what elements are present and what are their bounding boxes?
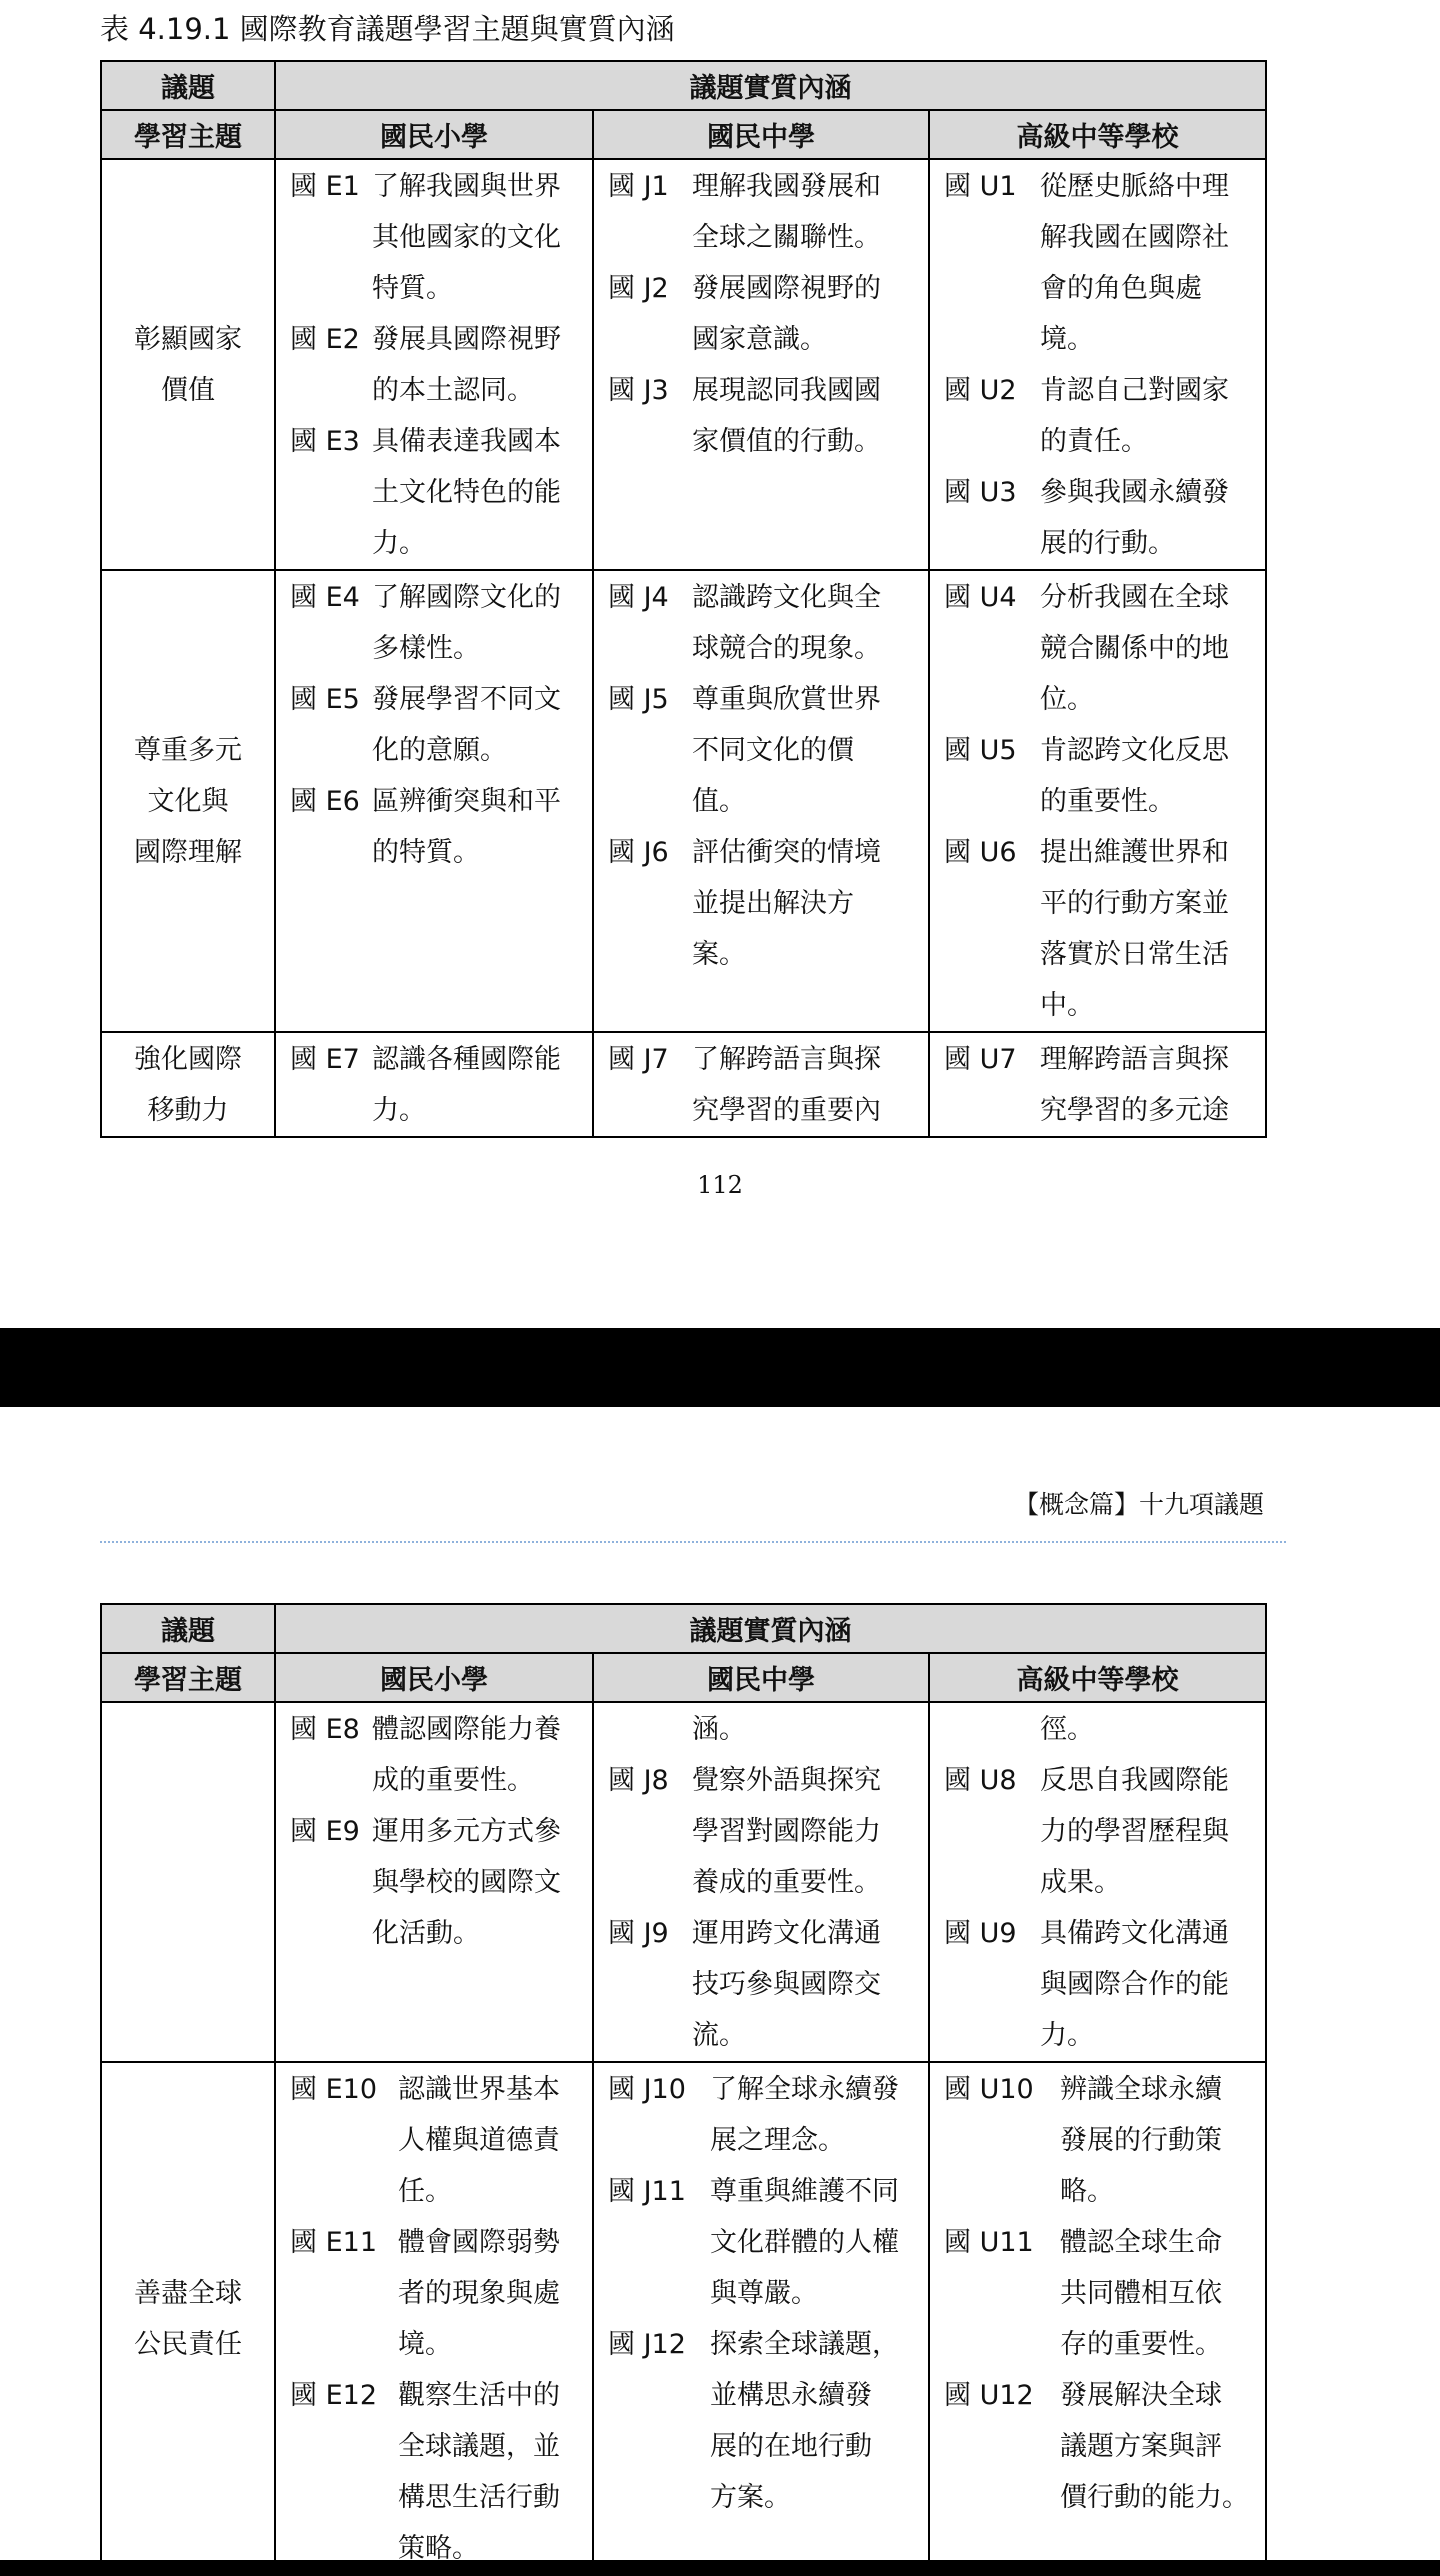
indicator-entry bbox=[594, 1908, 928, 2061]
indicator-text: 理解跨語言與探 究學習的多元途 bbox=[1040, 1044, 1229, 1126]
indicator-code: 國 E4 bbox=[290, 582, 360, 613]
indicator-code: 國 U4 bbox=[944, 582, 1017, 613]
indicator-entry bbox=[930, 1034, 1265, 1136]
indicator-entry bbox=[276, 161, 592, 314]
indicator-code: 國 E2 bbox=[290, 324, 360, 355]
elementary-cell bbox=[275, 2062, 593, 2575]
indicator-text: 尊重與欣賞世界 不同文化的價 值。 bbox=[692, 684, 881, 817]
elementary-cell bbox=[275, 570, 593, 1032]
issue-table-page-2 bbox=[100, 1603, 1267, 2576]
indicator-code: 國 J1 bbox=[608, 171, 669, 202]
theme-cell: 彰顯國家 價值 bbox=[101, 159, 275, 570]
indicator-text: 認識跨文化與全 球競合的現象。 bbox=[692, 582, 881, 664]
indicator-text: 尊重與維護不同 文化群體的人權 與尊嚴。 bbox=[710, 2176, 899, 2309]
indicator-text: 運用跨文化溝通 技巧參與國際交 流。 bbox=[692, 1918, 881, 2051]
indicator-text: 從歷史脈絡中理 解我國在國際社 會的角色與處 境。 bbox=[1040, 171, 1229, 355]
indicator-text: 了解國際文化的 多樣性。 bbox=[372, 582, 561, 664]
indicator-entry bbox=[594, 827, 928, 980]
indicator-entry bbox=[276, 1034, 592, 1136]
indicator-code: 國 U7 bbox=[944, 1044, 1017, 1075]
indicator-code: 國 J10 bbox=[608, 2074, 686, 2105]
indicator-code: 國 J6 bbox=[608, 837, 669, 868]
theme-cell bbox=[101, 1702, 275, 2062]
indicator-entry bbox=[276, 2370, 592, 2574]
indicator-entry bbox=[276, 1806, 592, 1959]
header-content: 議題實質內涵 bbox=[275, 1604, 1266, 1653]
indicator-entry bbox=[276, 674, 592, 776]
indicator-text: 覺察外語與探究 學習對國際能力 養成的重要性。 bbox=[692, 1765, 881, 1898]
theme-cell: 尊重多元 文化與 國際理解 bbox=[101, 570, 275, 1032]
indicator-entry bbox=[930, 2217, 1265, 2370]
indicator-entry bbox=[930, 827, 1265, 1031]
indicator-code: 國 U5 bbox=[944, 735, 1017, 766]
indicator-entry bbox=[276, 314, 592, 416]
indicator-entry bbox=[930, 1755, 1265, 1908]
indicator-entry bbox=[276, 1704, 592, 1806]
header-col-junior: 國民中學 bbox=[593, 110, 929, 159]
junior-cell bbox=[593, 159, 929, 570]
indicator-entry bbox=[594, 263, 928, 365]
indicator-text: 了解我國與世界 其他國家的文化 特質。 bbox=[372, 171, 561, 304]
table-row bbox=[101, 1032, 1266, 1137]
indicator-continuation bbox=[930, 1704, 1265, 1755]
indicator-code: 國 J7 bbox=[608, 1044, 669, 1075]
indicator-code: 國 J4 bbox=[608, 582, 669, 613]
indicator-code: 國 J11 bbox=[608, 2176, 686, 2207]
indicator-code: 國 E10 bbox=[290, 2074, 377, 2105]
header-theme-bottom: 學習主題 bbox=[101, 1653, 275, 1702]
indicator-code: 國 E5 bbox=[290, 684, 360, 715]
indicator-text: 分析我國在全球 競合關係中的地 位。 bbox=[1040, 582, 1229, 715]
theme-cell: 善盡全球 公民責任 bbox=[101, 2062, 275, 2575]
page-number: 112 bbox=[697, 1171, 743, 1199]
indicator-text: 參與我國永續發 展的行動。 bbox=[1040, 477, 1229, 559]
indicator-text: 理解我國發展和 全球之關聯性。 bbox=[692, 171, 881, 253]
indicator-text: 認識各種國際能 力。 bbox=[372, 1044, 561, 1126]
indicator-code: 國 U6 bbox=[944, 837, 1017, 868]
indicator-code: 國 J5 bbox=[608, 684, 669, 715]
indicator-text: 體會國際弱勢 者的現象與處 境。 bbox=[398, 2227, 560, 2360]
indicator-entry bbox=[594, 1034, 928, 1136]
indicator-code: 國 J8 bbox=[608, 1765, 669, 1796]
indicator-code: 國 U12 bbox=[944, 2380, 1034, 2411]
indicator-code: 國 U11 bbox=[944, 2227, 1034, 2258]
indicator-entry bbox=[594, 2166, 928, 2319]
indicator-text: 了解全球永續發 展之理念。 bbox=[710, 2074, 899, 2156]
indicator-continuation bbox=[594, 1704, 928, 1755]
indicator-code: 國 E3 bbox=[290, 426, 360, 457]
indicator-text: 探索全球議題， 並構思永續發 展的在地行動 方案。 bbox=[710, 2329, 899, 2513]
indicator-code: 國 U9 bbox=[944, 1918, 1017, 1949]
indicator-entry bbox=[930, 1908, 1265, 2061]
indicator-text: 發展具國際視野 的本土認同。 bbox=[372, 324, 561, 406]
indicator-entry bbox=[930, 725, 1265, 827]
indicator-text: 體認國際能力養 成的重要性。 bbox=[372, 1714, 561, 1796]
indicator-entry bbox=[594, 2064, 928, 2166]
running-head: 【概念篇】十九項議題 bbox=[1013, 1490, 1264, 1519]
header-content: 議題實質內涵 bbox=[275, 61, 1266, 110]
indicator-code: 國 U8 bbox=[944, 1765, 1017, 1796]
indicator-code: 國 J9 bbox=[608, 1918, 669, 1949]
indicator-text: 運用多元方式參 與學校的國際文 化活動。 bbox=[372, 1816, 561, 1949]
header-col-senior: 高級中等學校 bbox=[929, 1653, 1266, 1702]
indicator-code: 國 E11 bbox=[290, 2227, 377, 2258]
indicator-entry bbox=[594, 161, 928, 263]
indicator-entry bbox=[930, 2064, 1265, 2217]
header-col-elementary: 國民小學 bbox=[275, 110, 593, 159]
indicator-code: 國 U1 bbox=[944, 171, 1017, 202]
indicator-text: 肯認自己對國家 的責任。 bbox=[1040, 375, 1229, 457]
table-row bbox=[101, 1702, 1266, 2062]
table-caption: 表 4.19.1 國際教育議題學習主題與實質內涵 bbox=[100, 12, 675, 46]
header-theme-top: 議題 bbox=[101, 1604, 275, 1653]
header-col-senior: 高級中等學校 bbox=[929, 110, 1266, 159]
indicator-code: 國 J12 bbox=[608, 2329, 686, 2360]
header-divider bbox=[100, 1541, 1286, 1543]
indicator-entry bbox=[594, 365, 928, 467]
indicator-entry bbox=[276, 572, 592, 674]
header-col-junior: 國民中學 bbox=[593, 1653, 929, 1702]
indicator-text: 評估衝突的情境 並提出解決方 案。 bbox=[692, 837, 881, 970]
indicator-text: 觀察生活中的 全球議題，並 構思生活行動 策略。 bbox=[398, 2380, 560, 2564]
issue-table-page-1 bbox=[100, 60, 1267, 1138]
indicator-entry bbox=[594, 1755, 928, 1908]
indicator-code: 國 E6 bbox=[290, 786, 360, 817]
senior-cell bbox=[929, 1032, 1266, 1137]
table-row bbox=[101, 159, 1266, 570]
indicator-entry bbox=[276, 776, 592, 878]
theme-cell: 強化國際 移動力 bbox=[101, 1032, 275, 1137]
indicator-text: 辨識全球永續 發展的行動策 略。 bbox=[1060, 2074, 1222, 2207]
document-page-2 bbox=[0, 1407, 1440, 2564]
indicator-text: 發展學習不同文 化的意願。 bbox=[372, 684, 561, 766]
header-col-elementary: 國民小學 bbox=[275, 1653, 593, 1702]
indicator-entry bbox=[930, 467, 1265, 569]
indicator-text: 具備表達我國本 土文化特色的能 力。 bbox=[372, 426, 561, 559]
header-theme-bottom: 學習主題 bbox=[101, 110, 275, 159]
indicator-code: 國 E1 bbox=[290, 171, 360, 202]
indicator-text: 反思自我國際能 力的學習歷程與 成果。 bbox=[1040, 1765, 1229, 1898]
indicator-code: 國 E12 bbox=[290, 2380, 377, 2411]
indicator-code: 國 U3 bbox=[944, 477, 1017, 508]
senior-cell bbox=[929, 570, 1266, 1032]
indicator-entry bbox=[930, 161, 1265, 365]
junior-cell bbox=[593, 1032, 929, 1137]
indicator-entry bbox=[594, 572, 928, 674]
indicator-code: 國 E7 bbox=[290, 1044, 360, 1075]
indicator-entry bbox=[276, 2217, 592, 2370]
indicator-text: 展現認同我國國 家價值的行動。 bbox=[692, 375, 881, 457]
elementary-cell bbox=[275, 159, 593, 570]
indicator-entry bbox=[930, 572, 1265, 725]
table-row bbox=[101, 570, 1266, 1032]
indicator-code: 國 U2 bbox=[944, 375, 1017, 406]
senior-cell bbox=[929, 1702, 1266, 2062]
indicator-text: 認識世界基本 人權與道德責 任。 bbox=[398, 2074, 560, 2207]
indicator-text: 徑。 bbox=[1040, 1714, 1094, 1745]
junior-cell bbox=[593, 2062, 929, 2575]
indicator-text: 發展國際視野的 國家意識。 bbox=[692, 273, 881, 355]
header-theme-top: 議題 bbox=[101, 61, 275, 110]
elementary-cell bbox=[275, 1702, 593, 2062]
indicator-entry bbox=[276, 2064, 592, 2217]
indicator-code: 國 E9 bbox=[290, 1816, 360, 1847]
indicator-code: 國 U10 bbox=[944, 2074, 1034, 2105]
junior-cell bbox=[593, 1702, 929, 2062]
indicator-code: 國 E8 bbox=[290, 1714, 360, 1745]
indicator-entry bbox=[594, 674, 928, 827]
indicator-text: 區辨衝突與和平 的特質。 bbox=[372, 786, 561, 868]
indicator-text: 具備跨文化溝通 與國際合作的能 力。 bbox=[1040, 1918, 1229, 2051]
indicator-text: 涵。 bbox=[692, 1714, 746, 1745]
senior-cell bbox=[929, 159, 1266, 570]
senior-cell bbox=[929, 2062, 1266, 2575]
indicator-text: 提出維護世界和 平的行動方案並 落實於日常生活 中。 bbox=[1040, 837, 1229, 1021]
elementary-cell bbox=[275, 1032, 593, 1137]
indicator-text: 發展解決全球 議題方案與評 價行動的能力。 bbox=[1060, 2380, 1249, 2513]
table-row bbox=[101, 2062, 1266, 2575]
indicator-text: 了解跨語言與探 究學習的重要內 bbox=[692, 1044, 881, 1126]
indicator-text: 體認全球生命 共同體相互依 存的重要性。 bbox=[1060, 2227, 1222, 2360]
indicator-code: 國 J3 bbox=[608, 375, 669, 406]
junior-cell bbox=[593, 570, 929, 1032]
indicator-entry bbox=[594, 2319, 928, 2523]
indicator-entry bbox=[276, 416, 592, 569]
indicator-entry bbox=[930, 2370, 1265, 2523]
indicator-code: 國 J2 bbox=[608, 273, 669, 304]
indicator-entry bbox=[930, 365, 1265, 467]
indicator-text: 肯認跨文化反思 的重要性。 bbox=[1040, 735, 1229, 817]
